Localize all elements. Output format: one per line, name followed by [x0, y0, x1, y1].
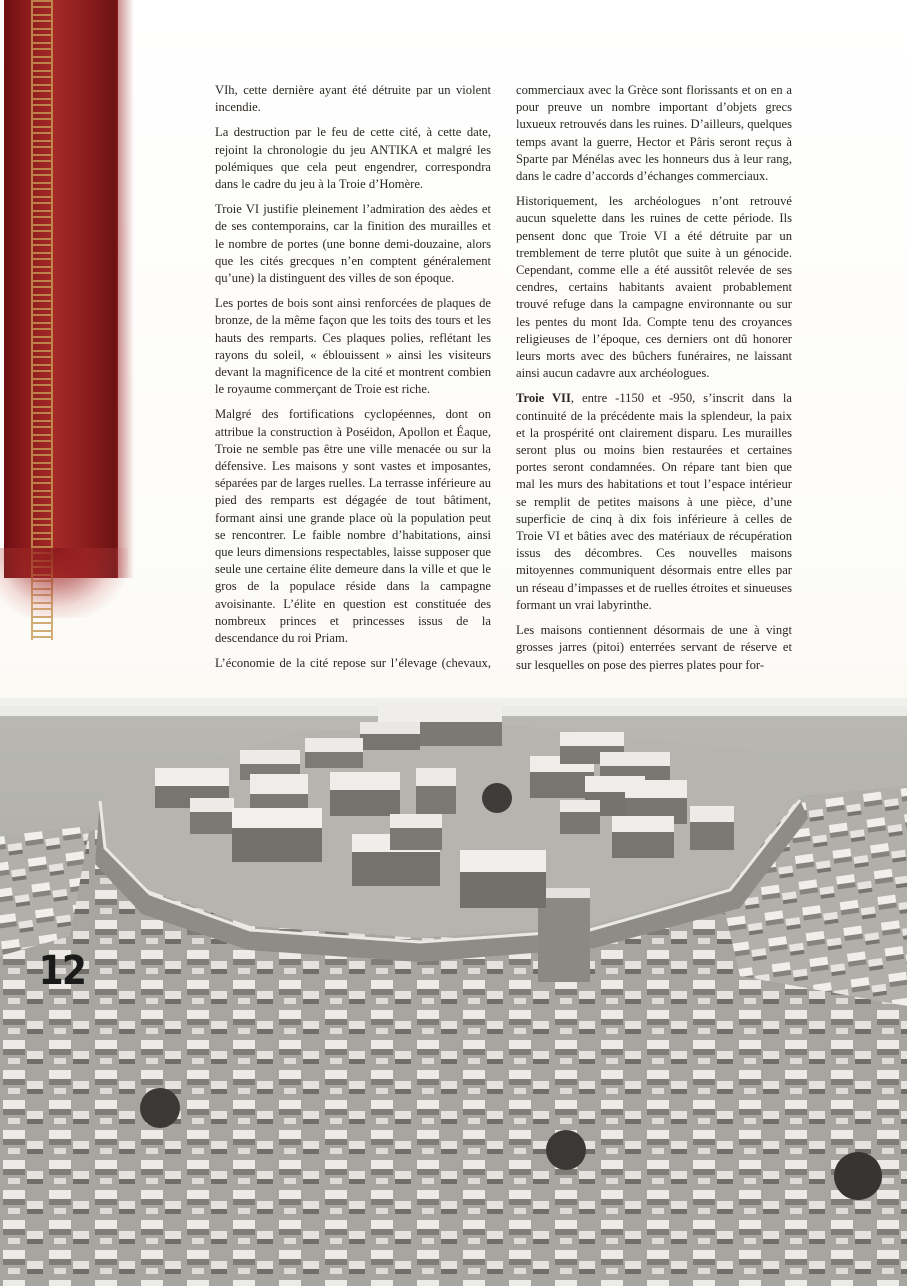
- red-brush-band: [4, 0, 118, 578]
- paragraph: Historiquement, les archéologues n’ont retrouvé aucun squelette dans les ruines de cette période. Ils pensent donc que Troie VI a été détruite par un tremblement de terre plutôt que suite à un génocide. Cependant, comme elle a été aussitôt relevée de ses cendres, certains habitants avaient probablement trouvé refuge dans la campagne environnante ou sur les pentes du mont Ida. Compte tenu des croyances religieuses de l’époque, ces derniers ont dû honorer leurs morts avec des bûchers funéraires, ne laissant ainsi aucun cadavre aux archéologues.: [516, 194, 792, 381]
- paragraph-body: , entre -1150 et -950, s’inscrit dans la continuité de la précédente mais la splendeur, la paix et la prospérité ont clairement disparu. Les murailles seront plus ou moins bien restaurées et certaines portes seront condamnées. On répare tant bien que mal les murs des habitations et tout l’espace intérieur se remplit de petites maisons à une pièce, d’une superficie de cinq à dix fois inférieure à celles de Troie VI et bâties avec des matériaux de récupération issus des décombres. Ces nouvelles maisons mitoyennes communiquent désormais entre elles par un réseau d’impasses et de ruelles étroites et sinueuses formant un vrai labyrinthe.: [516, 391, 792, 612]
- paragraph: La destruction par le feu de cette cité, à cette date, rejoint la chronologie du jeu ANTIKA et malgré les polémiques que cela peut engendrer, correspondra dans le cadre du jeu à la Troie d’Homère.: [215, 125, 491, 192]
- paragraph: Les portes de bois sont ainsi renforcées de plaques de bronze, de la même façon que les toits des tours et les hauts des remparts. Ces plaques polies, reflétant les rayons du soleil, « éblouissent » ainsi les visiteurs devant la magnificence de la cité et montrent combien le royaume commerçant de Troie est riche.: [215, 296, 491, 397]
- text-column-left: [215, 82, 491, 698]
- page-number: 12: [38, 948, 86, 994]
- paragraph: [516, 390, 792, 614]
- paragraph: commerciaux avec la Grèce sont florissants et on en a pour preuve un nombre important d’objets grecs luxueux retrouvés dans les ruines. D’ailleurs, quelques temps avant la guerre, Hector et Pâris seront reçus à Sparte par Ménélas avec les honneurs dus à leur rang, dans le cadre d’accords d’échanges commerciaux.: [516, 83, 792, 184]
- paragraph: Troie VI justifie pleinement l’admiration des aèdes et de ses contemporains, car la finition des murailles et le nombre de portes (une bonne demi-douzaine, alors que les cités grecques n’en comptent généralement qu’une) la distinguent des villes de son époque.: [215, 202, 491, 286]
- paragraph: Malgré des fortifications cyclopéennes, dont on attribue la construction à Poséidon, Apollon et Éaque, Troie ne semble pas être une ville menacée ou sur la défensive. Les maisons y sont vastes et imposantes, séparées par de larges ruelles. La terrasse inférieure au pied des remparts est dégagée de tout bâtiment, formant ainsi une grande place où la population peut se rencontrer. Le faible nombre d’habitations, ainsi que leurs dimensions respectables, laisse supposer que seule une certaine élite demeure dans la ville et que le gros de la populace réside dans la campagne avoisinante. L’élite en question est constituée des nombreux princes et princesses issus de la descendance du roi Priam.: [215, 407, 491, 646]
- greek-key-ornament: [31, 0, 53, 640]
- paragraph-lead: Troie VII: [516, 391, 571, 406]
- paragraph: L’économie de la cité repose sur l’élevage (chevaux,: [215, 656, 491, 671]
- paragraph: Les maisons contiennent désormais de une à vingt grosses jarres (pitoi) enterrées servant de réserve et sur lesquelles on pose des pierres plates pour for-: [516, 623, 792, 672]
- paragraph: VIh, cette dernière ayant été détruite par un violent incendie.: [215, 83, 491, 115]
- text-column-right: [516, 82, 792, 682]
- troy-city-illustration: [0, 676, 907, 1286]
